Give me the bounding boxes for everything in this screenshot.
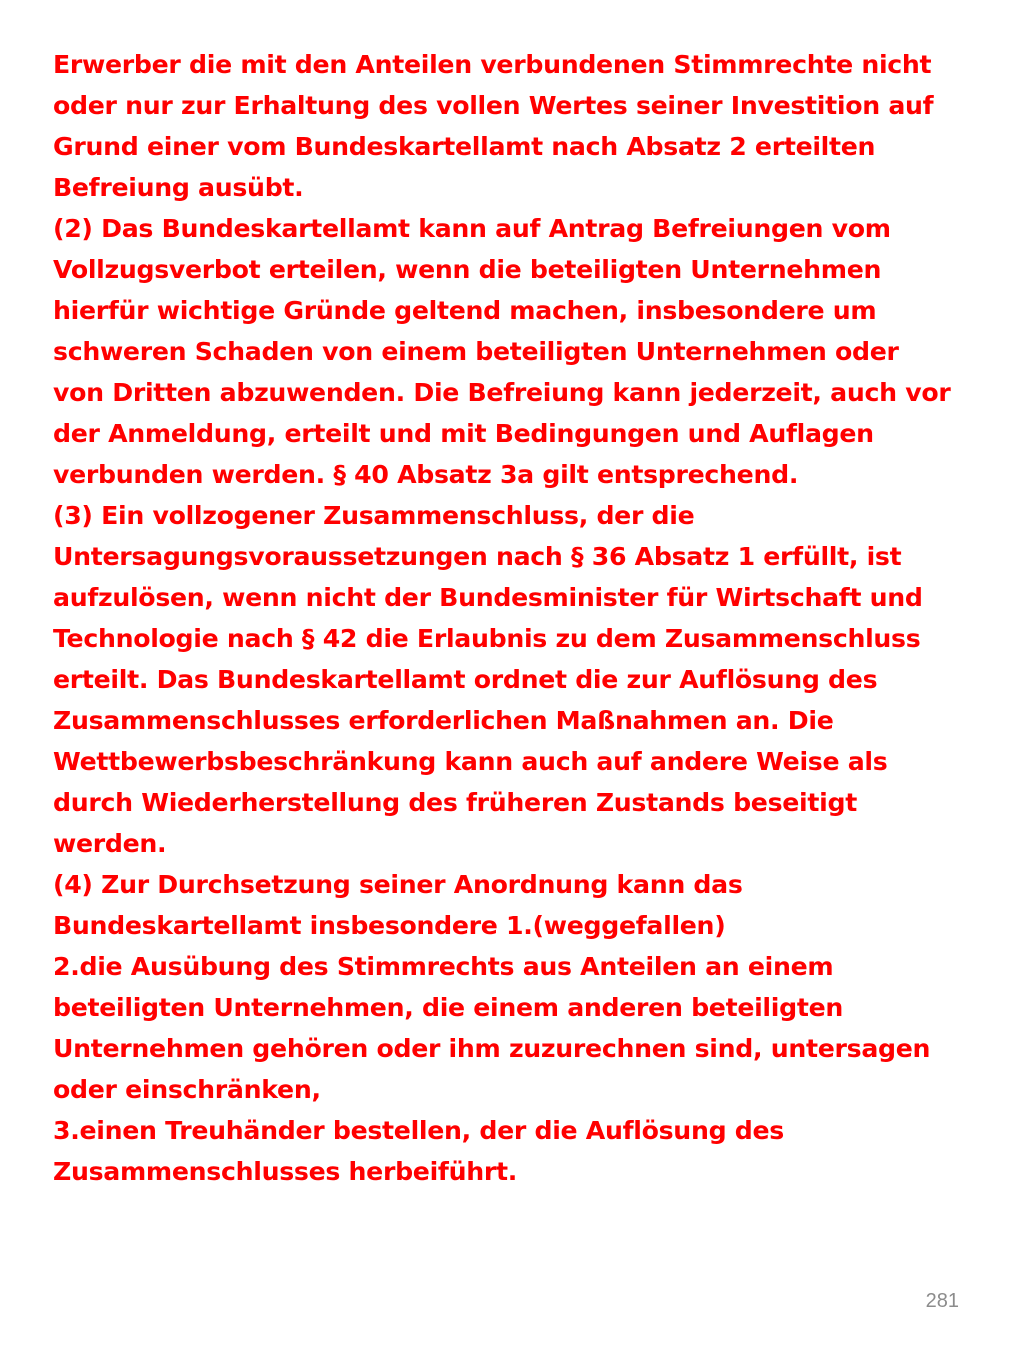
text-line: oder einschränken, xyxy=(53,1075,321,1104)
text-line: der Anmeldung, erteilt und mit Bedingungen und Auflagen xyxy=(53,419,874,448)
text-line: werden. xyxy=(53,829,167,858)
text-line: beteiligten Unternehmen, die einem anderen beteiligten xyxy=(53,993,843,1022)
text-line: erteilt. Das Bundeskartellamt ordnet die zur Auflösung des xyxy=(53,665,878,694)
text-line: Bundeskartellamt insbesondere 1.(weggefallen) xyxy=(53,911,726,940)
text-line: schweren Schaden von einem beteiligten Unternehmen oder xyxy=(53,337,899,366)
text-line: (2) Das Bundeskartellamt kann auf Antrag Befreiungen vom xyxy=(53,214,891,243)
text-line: hierfür wichtige Gründe geltend machen, insbesondere um xyxy=(53,296,877,325)
text-line: Zusammenschlusses herbeiführt. xyxy=(53,1157,517,1186)
text-line: Untersagungsvoraussetzungen nach § 36 Absatz 1 erfüllt, ist xyxy=(53,542,902,571)
text-line: von Dritten abzuwenden. Die Befreiung kann jederzeit, auch vor xyxy=(53,378,951,407)
text-line: Grund einer vom Bundeskartellamt nach Absatz 2 erteilten xyxy=(53,132,876,161)
text-line: 3.einen Treuhänder bestellen, der die Auflösung des xyxy=(53,1116,784,1145)
text-line: durch Wiederherstellung des früheren Zustands beseitigt xyxy=(53,788,857,817)
text-line: verbunden werden. § 40 Absatz 3a gilt entsprechend. xyxy=(53,460,799,489)
text-line: Unternehmen gehören oder ihm zuzurechnen sind, untersagen xyxy=(53,1034,931,1063)
text-line: Befreiung ausübt. xyxy=(53,173,304,202)
text-line: Vollzugsverbot erteilen, wenn die beteiligten Unternehmen xyxy=(53,255,882,284)
text-line: (3) Ein vollzogener Zusammenschluss, der die xyxy=(53,501,695,530)
text-line: aufzulösen, wenn nicht der Bundesminister für Wirtschaft und xyxy=(53,583,923,612)
text-line: (4) Zur Durchsetzung seiner Anordnung kann das xyxy=(53,870,743,899)
page-number: 281 xyxy=(925,1290,959,1312)
text-line: oder nur zur Erhaltung des vollen Wertes seiner Investition auf xyxy=(53,91,934,120)
text-line: Zusammenschlusses erforderlichen Maßnahmen an. Die xyxy=(53,706,834,735)
text-line: Wettbewerbsbeschränkung kann auch auf andere Weise als xyxy=(53,747,888,776)
text-line: Technologie nach § 42 die Erlaubnis zu dem Zusammenschluss xyxy=(53,624,921,653)
text-line: 2.die Ausübung des Stimmrechts aus Anteilen an einem xyxy=(53,952,834,981)
text-line: Erwerber die mit den Anteilen verbundenen Stimmrechte nicht xyxy=(53,50,932,79)
slide-body-text xyxy=(53,44,983,1192)
